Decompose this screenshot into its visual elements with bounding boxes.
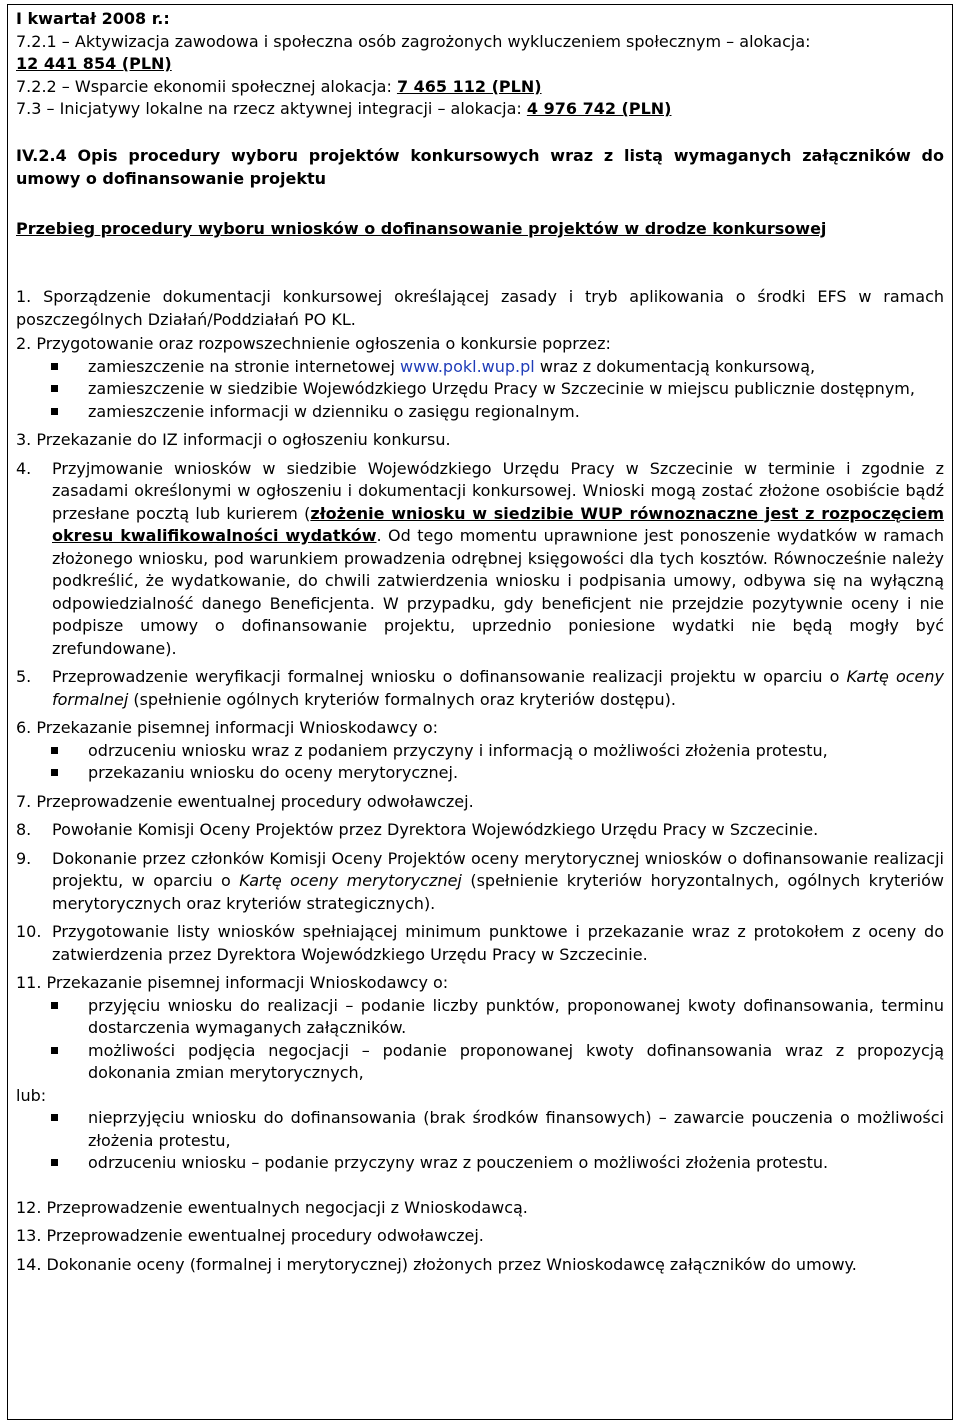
header-block — [16, 8, 944, 121]
list-item-2-bullet-1: zamieszczenie na stronie internetowej www.pokl.wup.pl wraz z dokumentacją konkursową, — [16, 356, 944, 379]
bullet-marker — [16, 995, 88, 1040]
list-item-12: 12. Przeprowadzenie ewentualnych negocjacji z Wnioskodawcą. — [16, 1197, 528, 1217]
eligibility-note: złożenie wniosku w siedzibie WUP równoznaczne jest z rozpoczęciem okresu kwalifikowalności wydatków — [52, 503, 944, 545]
list-item-11-bullet-3: nieprzyjęciu wniosku do dofinansowania (brak środków finansowych) – zawarcie pouczenia o możliwości złożenia protestu, — [16, 1107, 944, 1152]
list-item-11: 11. Przekazanie pisemnej informacji Wnioskodawcy o: — [16, 973, 449, 992]
list-item-8: 8. Powołanie Komisji Oceny Projektów przez Dyrektora Wojewódzkiego Urzędu Pracy w Szczecinie. — [16, 820, 819, 839]
bullet-marker — [16, 740, 88, 763]
bullet-marker — [16, 1107, 88, 1152]
allocation-line-721: 7.2.1 – Aktywizacja zawodowa i społeczna osób zagrożonych wykluczeniem społecznym – alokacja: — [16, 31, 811, 51]
content-frame — [7, 4, 953, 1420]
list-item-9: 9. Dokonanie przez członków Komisji Oceny Projektów oceny merytorycznej wniosków o dofinansowanie realizacji projektu, w oparciu o Kartę oceny merytorycznej (spełnienie kryteriów horyzontalnych, ogólnych kryteriów merytorycznych oraz kryteriów strategicznych). — [16, 848, 945, 913]
bullet-marker — [16, 378, 88, 401]
list-item-5: 5. Przeprowadzenie weryfikacji formalnej wniosku o dofinansowanie realizacji projektu w oparciu o Kartę oceny formalnej (spełnienie ogólnych kryteriów formalnych oraz kryteriów dostępu). — [16, 667, 945, 709]
bullet-marker — [16, 1040, 88, 1085]
allocation-amount-73: 4 976 742 (PLN) — [526, 99, 672, 118]
list-item-3: 3. Przekazanie do IZ informacji o ogłoszeniu konkursu. — [16, 430, 451, 449]
bullet-marker — [16, 356, 88, 379]
list-item-2-bullet-2: zamieszczenie w siedzibie Wojewódzkiego Urzędu Pracy w Szczecinie w miejscu publicznie dostępnym, — [16, 378, 944, 401]
procedure-list — [16, 286, 944, 1276]
list-item-7: 7. Przeprowadzenie ewentualnej procedury odwoławczej. — [16, 791, 474, 811]
pokl-link[interactable]: www.pokl.wup.pl — [400, 356, 535, 376]
list-item-11-bullet-4: odrzuceniu wniosku – podanie przyczyny wraz z pouczeniem o możliwości złożenia protestu. — [16, 1152, 944, 1175]
list-item-1: 1. Sporządzenie dokumentacji konkursowej określającej zasady i tryb aplikowania o środki EFS w ramach poszczególnych Działań/Poddziałań PO KL. — [16, 287, 944, 329]
list-item-2-bullet-3: zamieszczenie informacji w dzienniku o zasięgu regionalnym. — [16, 401, 944, 424]
list-item-10: 10. Przygotowanie listy wniosków spełniającej minimum punktowe i przekazanie wraz z protokołem z oceny do zatwierdzenia przez Dyrektora Wojewódzkiego Urzędu Pracy w Szczecinie. — [16, 922, 944, 964]
allocation-amount-722: 7 465 112 (PLN) — [396, 76, 542, 96]
section-title: IV.2.4 Opis procedury wyboru projektów konkursowych wraz z listą wymaganych załączników do umowy o dofinansowanie projektu — [16, 146, 944, 188]
or-label: lub: — [16, 1085, 47, 1105]
list-item-2: 2. Przygotowanie oraz rozpowszechnienie ogłoszenia o konkursie poprzez: — [16, 334, 611, 353]
bullet-marker — [16, 1152, 88, 1175]
quarter-title: I kwartał 2008 r.: — [16, 9, 170, 28]
list-item-14: 14. Dokonanie oceny (formalnej i merytorycznej) złożonych przez Wnioskodawcę załączników do umowy. — [16, 1254, 857, 1274]
list-item-13: 13. Przeprowadzenie ewentualnej procedury odwoławczej. — [16, 1226, 484, 1245]
list-item-6-bullet-2: przekazaniu wniosku do oceny merytorycznej. — [16, 762, 944, 785]
list-item-11-bullet-2: możliwości podjęcia negocjacji – podanie proponowanej kwoty dofinansowania wraz z propozycją dokonania zmian merytorycznych, — [16, 1040, 944, 1085]
list-item-11-bullet-1: przyjęciu wniosku do realizacji – podanie liczby punktów, proponowanej kwoty dofinansowania, terminu dostarczenia wymaganych załączników. — [16, 995, 944, 1040]
allocation-line-722: 7.2.2 – Wsparcie ekonomii społecznej alokacja: 7 465 112 (PLN) — [16, 76, 542, 96]
procedure-subtitle: Przebieg procedury wyboru wniosków o dofinansowanie projektów w drodze konkursowej — [16, 219, 827, 238]
bullet-marker — [16, 762, 88, 785]
allocation-amount-721: 12 441 854 (PLN) — [16, 54, 172, 73]
section-heading — [16, 145, 944, 190]
procedure-subheading — [16, 218, 944, 241]
list-item-6-bullet-1: odrzuceniu wniosku wraz z podaniem przyczyny i informacją o możliwości złożenia protestu, — [16, 740, 944, 763]
list-item-4: 4. Przyjmowanie wniosków w siedzibie Wojewódzkiego Urzędu Pracy w Szczecinie w terminie i zgodnie z zasadami określonymi w ogłoszeniu i dokumentacji konkursowej. Wnioski mogą zostać złożone osobiście bądź przesłane pocztą lub kurierem (złożenie wniosku w siedzibie WUP równoznaczne jest z rozpoczęciem okresu kwalifikowalności wydatków. Od tego momentu uprawnione jest ponoszenie wydatków w ramach złożonego wniosku, pod warunkiem prowadzenia odrębnej księgowości dla tych kosztów. Równocześnie należy podkreślić, że wydatkowanie, do chwili zatwierdzenia wniosku i podpisania umowy, odbywa się na wyłączną odpowiedzialność danego Beneficjenta. W przypadku, gdy beneficjent nie przejdzie pozytywnie oceny i nie podpisze umowy o dofinansowanie projektu, uprzednio poniesione wydatki nie będą mogły być zrefundowane). — [16, 458, 945, 658]
allocation-line-73: 7.3 – Inicjatywy lokalne na rzecz aktywnej integracji – alokacja: 4 976 742 (PLN) — [16, 99, 672, 118]
list-item-6: 6. Przekazanie pisemnej informacji Wnioskodawcy o: — [16, 718, 438, 737]
bullet-marker — [16, 401, 88, 424]
